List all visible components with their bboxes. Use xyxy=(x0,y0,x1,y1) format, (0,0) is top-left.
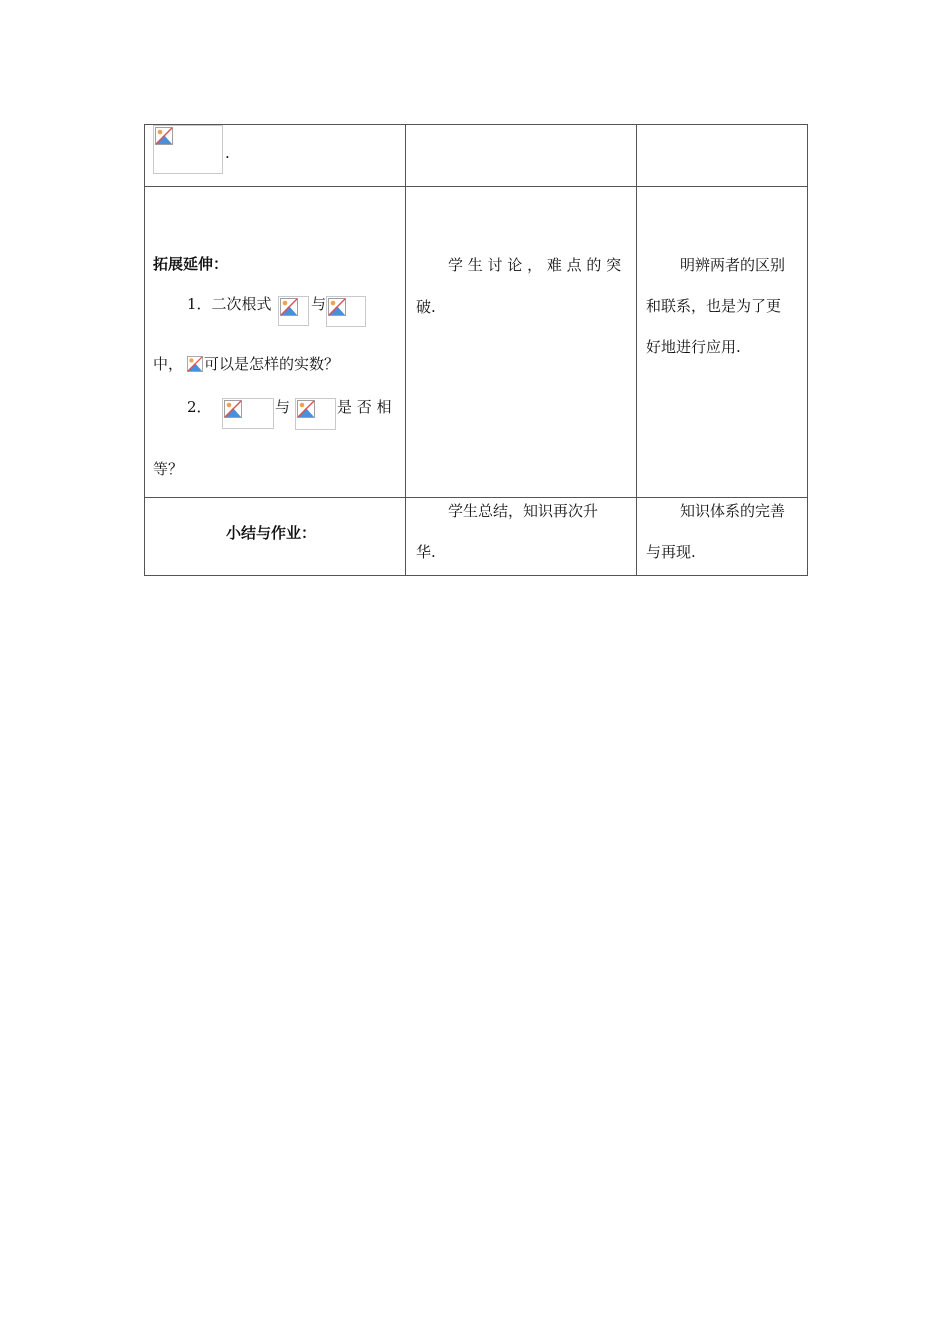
formula-image-placeholder xyxy=(278,296,309,326)
question-2-connector: 与 xyxy=(275,398,291,416)
cell-row1-student xyxy=(406,125,637,187)
trailing-period: . xyxy=(225,144,230,162)
cell-row2-activity xyxy=(145,187,406,498)
table-row xyxy=(145,125,808,187)
cell-row1-activity xyxy=(145,125,406,187)
section-heading-summary: 小结与作业： xyxy=(226,524,317,542)
student-summary-line2: 华. xyxy=(416,543,436,561)
table-row xyxy=(145,187,808,498)
cell-row2-intent xyxy=(637,187,808,498)
table-row xyxy=(145,498,808,576)
formula-image-placeholder xyxy=(295,398,336,430)
cell-row2-student xyxy=(406,187,637,498)
student-summary-line1: 学生总结，知识再次升 xyxy=(448,502,599,520)
cell-row3-student xyxy=(406,498,637,576)
broken-image-icon xyxy=(155,127,173,145)
broken-image-icon xyxy=(328,298,346,316)
question-2-suffix: 是 否 相 xyxy=(337,398,392,416)
design-intent-line1: 明辨两者的区别 xyxy=(680,256,786,274)
broken-image-icon xyxy=(187,356,203,372)
formula-image-placeholder xyxy=(187,356,203,374)
question-1-line2-prefix: 中， xyxy=(153,355,184,373)
broken-image-icon xyxy=(224,400,242,418)
formula-image-placeholder xyxy=(326,296,366,327)
question-1-prefix: 1．二次根式 xyxy=(187,295,272,313)
formula-image-placeholder xyxy=(222,398,274,429)
question-1-line2-suffix: 可以是怎样的实数？ xyxy=(204,355,340,373)
summary-intent-line2: 与再现. xyxy=(646,543,696,561)
cell-row3-activity xyxy=(145,498,406,576)
question-2-prefix: 2． xyxy=(187,398,212,416)
question-2-line2: 等？ xyxy=(153,460,184,478)
question-1-connector: 与 xyxy=(311,295,327,313)
summary-intent-line1: 知识体系的完善 xyxy=(680,502,786,520)
cell-row1-intent xyxy=(637,125,808,187)
design-intent-line3: 好地进行应用. xyxy=(646,338,741,356)
broken-image-icon xyxy=(297,400,315,418)
broken-image-icon xyxy=(280,298,298,316)
student-activity-line1: 学 生 讨 论 ， 难 点 的 突 xyxy=(448,256,622,274)
design-intent-line2: 和联系，也是为了更 xyxy=(646,297,782,315)
section-heading-extension: 拓展延伸： xyxy=(153,255,229,273)
cell-row3-intent xyxy=(637,498,808,576)
broken-image-placeholder xyxy=(153,125,223,174)
student-activity-line2: 破. xyxy=(416,298,436,316)
lesson-plan-table xyxy=(144,124,808,576)
